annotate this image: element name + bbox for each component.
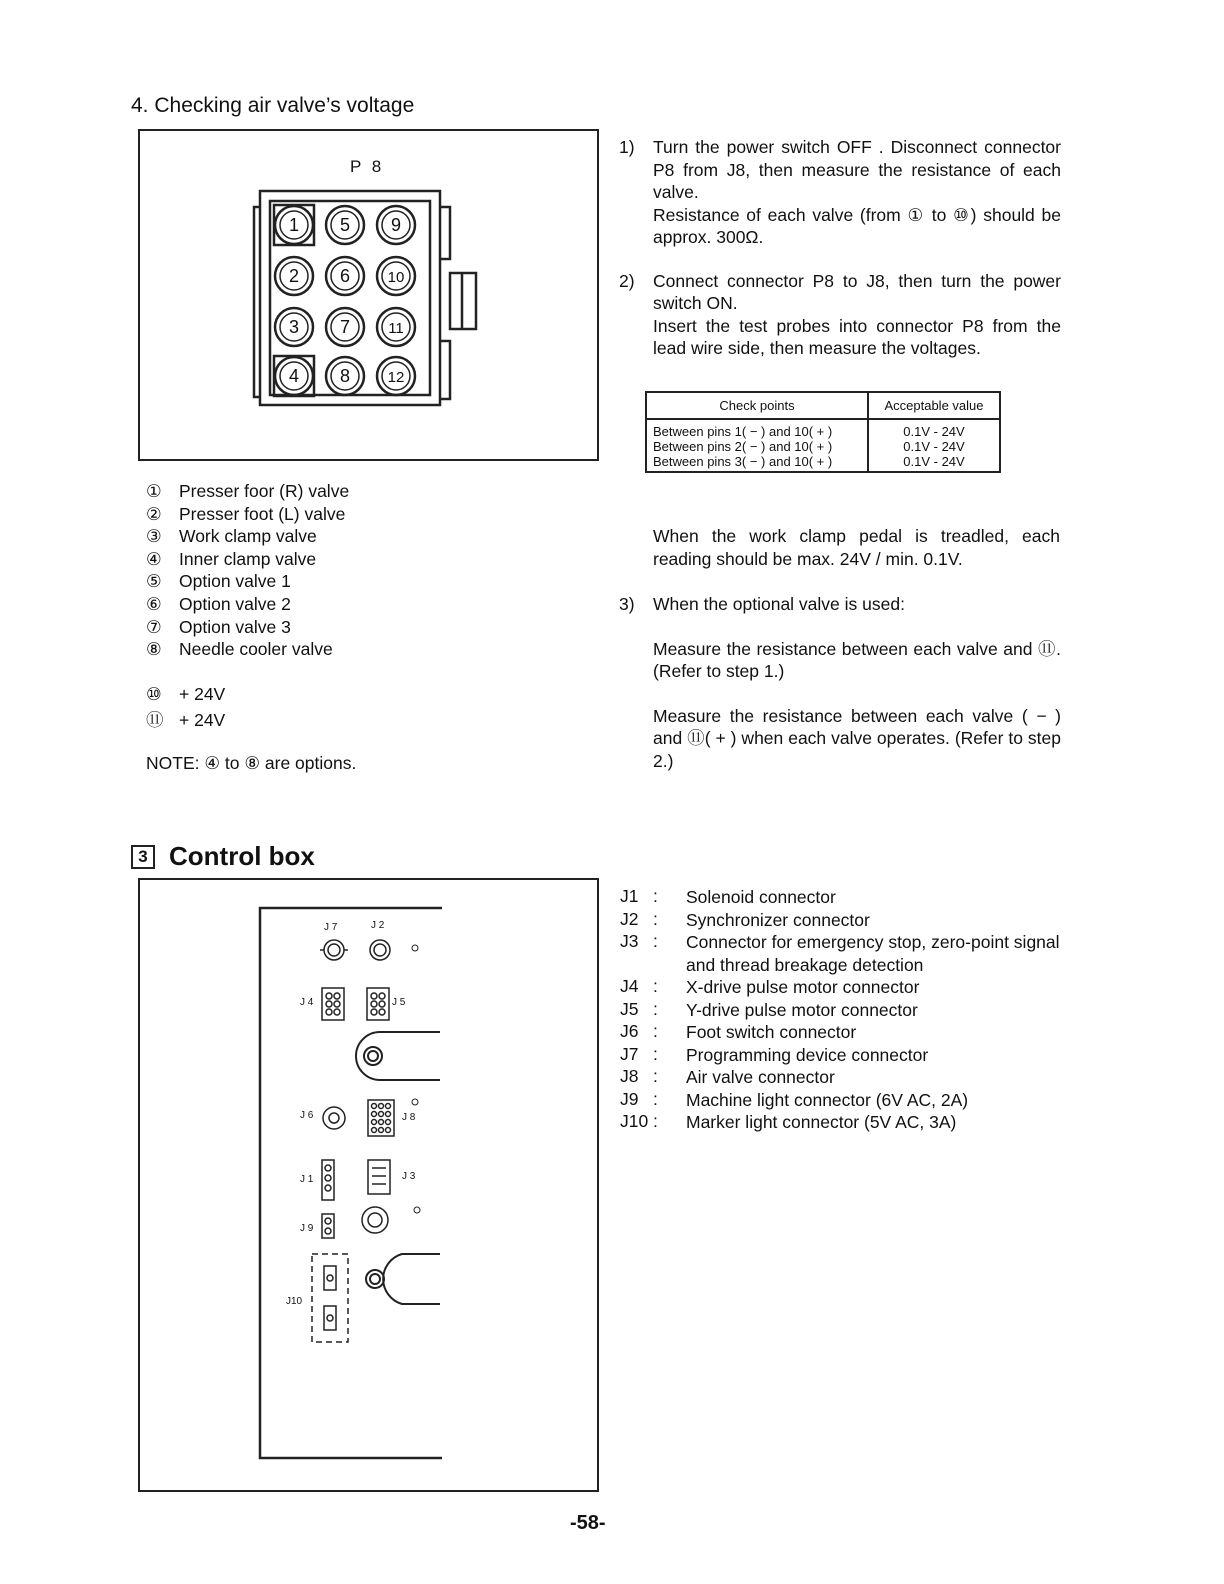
legend-text: Option valve 3 [179,616,291,637]
pin-3 [275,308,313,346]
connector-label: P 8 [350,157,385,176]
page-number: -58- [570,1512,606,1534]
pin-5 [326,206,364,244]
connector-description: Machine light connector (6V AC, 2A) [686,1089,969,1110]
connector-list-item [620,999,1066,1022]
connector-j7 [320,940,348,960]
legend-item [146,684,225,706]
legend-text: + 24V [179,709,226,730]
connector-diagram-box [138,129,599,461]
connector-j2 [370,940,390,960]
legend-number: ① [146,481,162,501]
pin-number: 9 [390,215,402,235]
legend-text: Option valve 2 [179,594,291,614]
pin-8 [326,357,364,395]
legend-text: Option valve 1 [179,571,291,592]
label-j8: J 8 [402,1112,416,1123]
separator: : [653,1066,658,1086]
connector-list-item [620,931,1066,976]
after-table-text: When the work clamp pedal is treadled, each reading should be max. 24V / min. 0.1V. [653,526,1060,569]
label-j4: J 4 [300,997,314,1008]
connector-j8 [368,1100,394,1136]
label-j2: J 2 [371,920,385,931]
pin-9 [377,206,415,244]
section-title [131,841,315,872]
legend-text: Inner clamp valve [179,548,317,569]
step-text: Turn the power switch OFF . Disconnect connector P8 from J8, then measure the resistance of each valve. [653,137,1061,202]
step-text: When the optional valve is used: [653,594,905,614]
legend-item [146,504,345,526]
pin-number: 11 [388,320,404,337]
pin-6 [326,257,364,295]
label-j10: J10 [286,1296,303,1307]
connector-list-item [620,1044,1066,1067]
step-number: 3) [619,594,635,614]
connector-description: Air valve connector [686,1067,835,1087]
separator: : [653,931,658,951]
pin-11 [377,308,415,346]
connector-id: J2 [620,908,639,929]
connector-description: Programming device connector [686,1044,929,1065]
pin-number: 7 [339,317,351,337]
fuse-holder [362,1207,388,1233]
legend-item [146,549,316,571]
pin-12 [377,357,415,395]
check-points-table [645,391,1001,473]
pin-1 [274,205,314,245]
control-box-panel [140,880,597,1490]
pin-10 [377,257,415,295]
step-number: 1) [619,137,635,157]
legend-number: ⑩ [146,684,162,704]
separator: : [653,908,658,929]
table-cell: Between pins 2( − ) and 10( + ) [653,439,833,454]
connector-j9 [322,1214,334,1238]
table-header: Check points [646,392,868,419]
table-cell-check-points [646,419,868,472]
connector-description: Solenoid connector [686,887,836,907]
connector-id: J10 [620,1111,649,1131]
legend-number: ⑦ [146,616,162,637]
table-header: Acceptable value [868,392,1000,419]
connector-id: J7 [620,1043,639,1064]
legend-item [146,707,225,729]
connector-j4 [322,988,344,1020]
pin-number: 8 [339,366,351,386]
table-cell: Between pins 3( − ) and 10( + ) [653,454,833,469]
label-j9: J 9 [300,1223,314,1234]
legend-item [146,639,333,661]
legend-number: ⑧ [146,639,162,660]
pin-number: 6 [339,266,351,286]
legend-number: ④ [146,548,162,569]
connector-id: J6 [620,1021,639,1041]
legend-text: Presser foor (R) valve [179,481,350,501]
pin-number: 10 [387,269,405,286]
separator: : [653,998,658,1019]
table-cell: 0.1V - 24V [903,439,965,454]
section-number: 3 [131,845,155,869]
legend-text: Presser foot (L) valve [179,503,346,524]
step-text: Resistance of each valve (from ① to ⑩) should be approx. 300Ω. [653,204,1061,247]
panel-bulge-upper [356,1032,440,1080]
step-1 [619,136,1061,249]
section-title-text: Control box [169,841,315,871]
instruction-steps [619,136,1061,381]
pin-number: 12 [387,369,405,386]
separator: : [653,1043,658,1064]
connector-id: J5 [620,998,639,1019]
p8-connector-diagram [250,181,490,421]
pin-number: 1 [288,215,300,235]
separator: : [653,1111,658,1131]
step-text: Insert the test probes into connector P8 from the lead wire side, then measure the voltages. [653,315,1061,358]
separator: : [653,1088,658,1109]
table-cell: 0.1V - 24V [903,454,965,469]
pin-number: 3 [288,317,300,337]
connector-id: J1 [620,886,639,906]
connector-list-item [620,976,1066,999]
legend-item [146,594,291,616]
pin-7 [326,308,364,346]
panel-bulge-lower [366,1254,440,1304]
pin-4 [274,356,314,396]
section-heading: 4. Checking air valve’s voltage [131,94,415,117]
connector-list-item [620,909,1066,932]
legend-number: ⑤ [146,571,162,592]
label-j1: J 1 [300,1174,314,1185]
table-cell: 0.1V - 24V [903,424,965,439]
step-number: 2) [619,270,635,291]
connector-description: Y-drive pulse motor connector [686,999,918,1020]
control-box-diagram-box [138,878,599,1492]
connector-description: Connector for emergency stop, zero-point signal and thread breakage detection [686,932,1060,975]
label-j5: J 5 [392,997,406,1008]
connector-j1 [322,1160,334,1200]
connector-list-item [620,1089,1066,1112]
connector-id: J8 [620,1066,639,1086]
connector-j5 [367,988,389,1020]
legend-number: ⑥ [146,594,162,614]
screw-hole [412,945,418,951]
pin-number: 2 [288,266,300,286]
separator: : [653,886,658,906]
table-cell-values [868,419,1000,472]
legend-item [146,571,291,593]
connector-id: J3 [620,931,639,951]
connector-list-item [620,1111,1066,1134]
pin-number: 4 [288,366,300,386]
legend-text: Work clamp valve [179,526,317,547]
connector-description: Marker light connector (5V AC, 3A) [686,1112,957,1132]
pin-number: 5 [339,215,351,235]
table-cell: Between pins 1( − ) and 10( + ) [653,424,833,439]
legend-number: ② [146,503,162,524]
separator: : [653,976,658,996]
connector-list-item [620,1066,1066,1089]
legend-item [146,481,349,503]
label-j3: J 3 [402,1171,416,1182]
connector-j6 [323,1107,345,1129]
legend-item [146,617,291,639]
legend-text: Needle cooler valve [179,639,333,660]
screw-hole [414,1207,420,1213]
step-2 [619,270,1061,360]
connector-id: J4 [620,976,639,996]
legend-number: ⑪ [146,709,164,730]
step-text: Measure the resistance between each valve ( − ) and ⑪( + ) when each valve operates. (Refer to step 2.) [653,705,1061,771]
connector-description: Foot switch connector [686,1022,857,1042]
connector-j3 [368,1160,390,1194]
label-j7: J 7 [324,922,338,933]
connector-j10 [312,1254,348,1342]
pin-grid [274,205,415,396]
connector-description: X-drive pulse motor connector [686,977,920,997]
screw-hole [412,1099,418,1105]
label-j6: J 6 [300,1110,314,1121]
connector-id: J9 [620,1088,639,1109]
legend-number: ③ [146,526,162,547]
pin-2 [275,257,313,295]
step-text: Measure the resistance between each valve and ⑪. (Refer to step 1.) [653,638,1061,681]
step-text: Connect connector P8 to J8, then turn the power switch ON. [653,270,1061,313]
table-row [646,419,1000,472]
step-3 [619,593,1061,772]
table-header-row [646,392,1000,419]
legend-text: + 24V [179,684,226,704]
legend-item [146,526,317,548]
connector-description: Synchronizer connector [686,909,870,930]
connector-list-item [620,886,1066,909]
note: NOTE: ④ to ⑧ are options. [146,753,357,773]
separator: : [653,1021,658,1041]
connector-list-item [620,1021,1066,1044]
